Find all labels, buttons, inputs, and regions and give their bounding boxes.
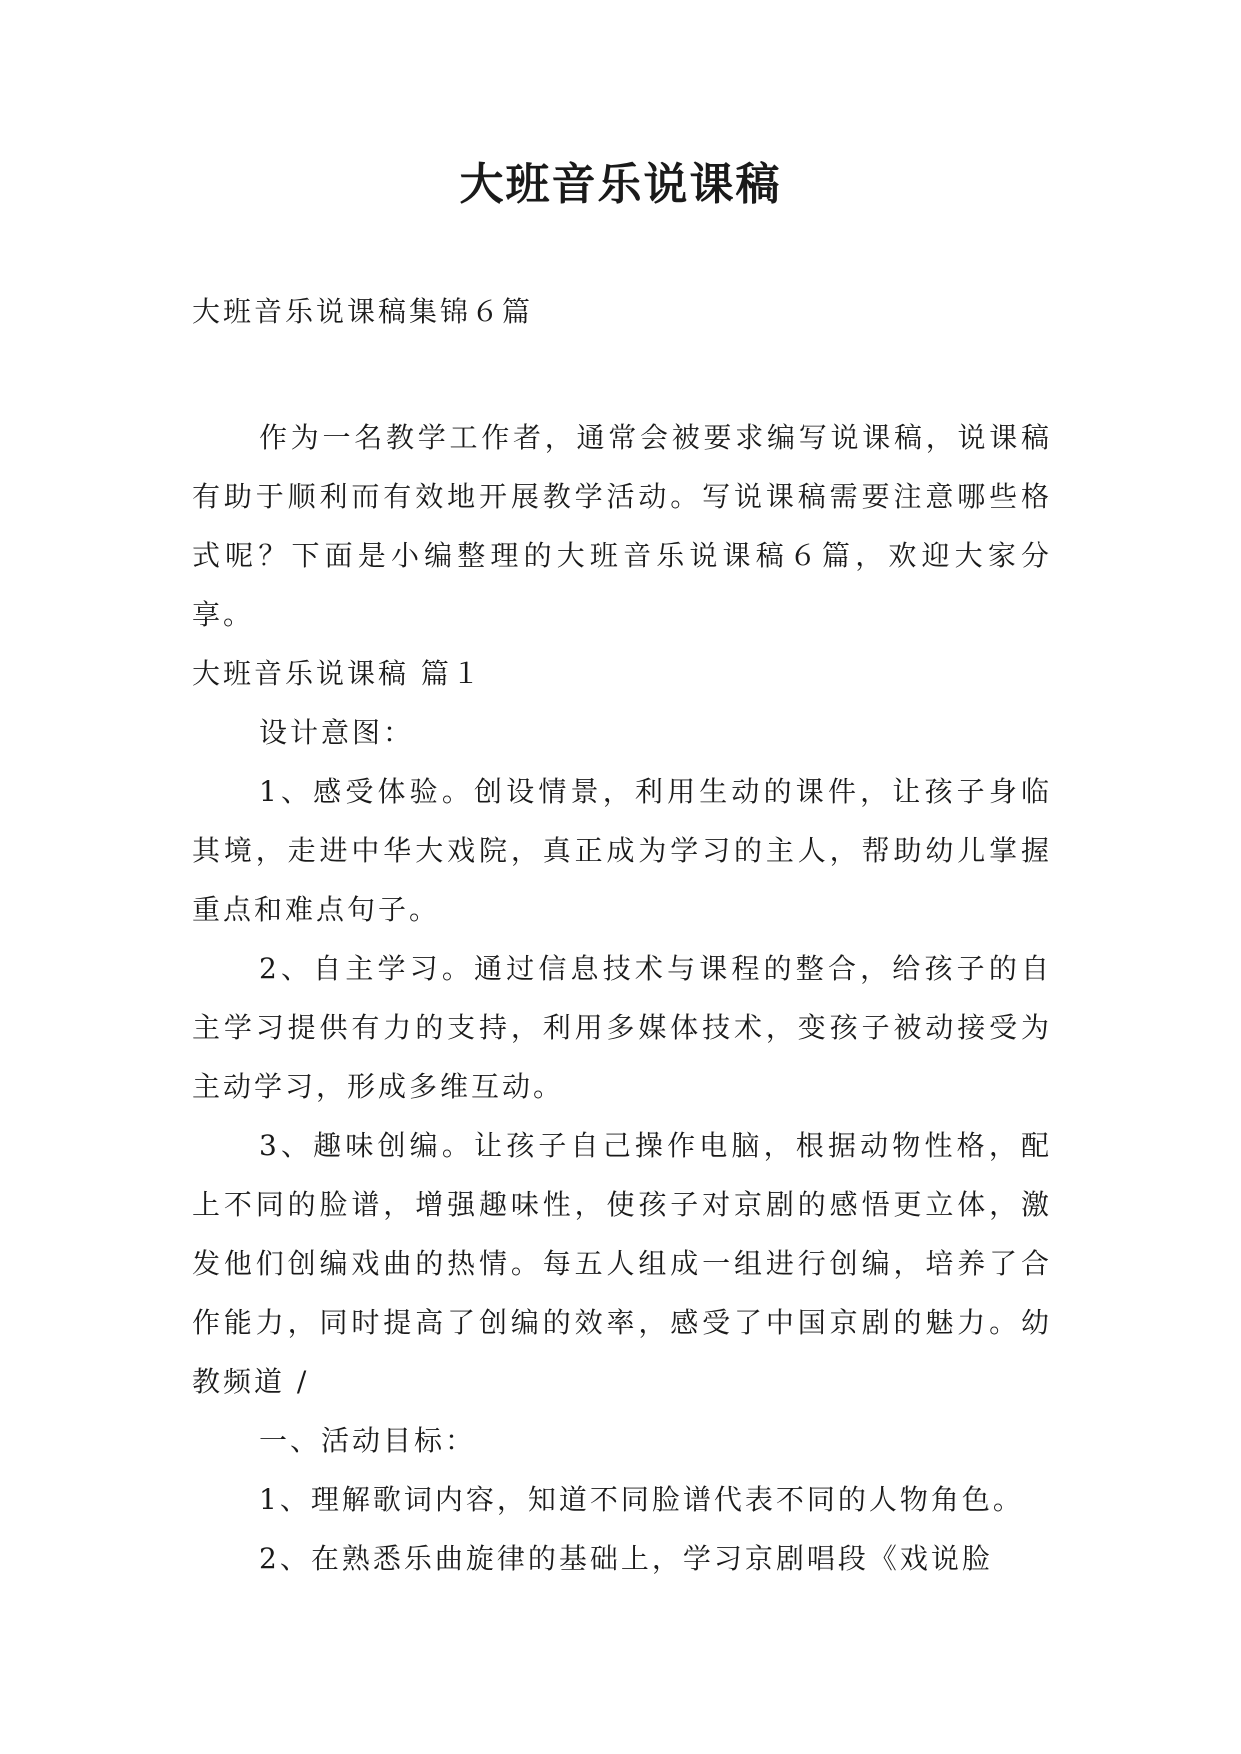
section-heading: 大班音乐说课稿 篇１ — [192, 657, 483, 690]
paragraph: 设计意图： — [259, 716, 415, 749]
paragraph: 1、感受体验。创设情景，利用生动的课件，让孩子身临其境，走进中华大戏院，真正成为学习的主人，帮助幼儿掌握重点和难点句子。 — [192, 775, 1052, 926]
paragraph: 2、在熟悉乐曲旋律的基础上，学习京剧唱段《戏说脸 — [259, 1542, 993, 1575]
document-title: 大班音乐说课稿 — [459, 159, 782, 210]
paragraph: 3、趣味创编。让孩子自己操作电脑，根据动物性格，配上不同的脸谱，增强趣味性，使孩子对京剧的感悟更立体，激发他们创编戏曲的热情。每五人组成一组进行创编，培养了合作能力，同时提高了创编的效率，感受了中国京剧的魅力。幼教频道 / — [192, 1129, 1052, 1398]
document-body — [192, 408, 1052, 1588]
document-subtitle: 大班音乐说课稿集锦６篇 — [192, 295, 534, 328]
paragraph: 一、活动目标： — [259, 1424, 477, 1457]
paragraph: 1、理解歌词内容，知道不同脸谱代表不同的人物角色。 — [259, 1483, 1024, 1516]
paragraph: 作为一名教学工作者，通常会被要求编写说课稿，说课稿有助于顺利而有效地开展教学活动。写说课稿需要注意哪些格式呢？下面是小编整理的大班音乐说课稿６篇，欢迎大家分享。 — [192, 421, 1052, 631]
paragraph: 2、自主学习。通过信息技术与课程的整合，给孩子的自主学习提供有力的支持，利用多媒体技术，变孩子被动接受为主动学习，形成多维互动。 — [192, 952, 1052, 1103]
